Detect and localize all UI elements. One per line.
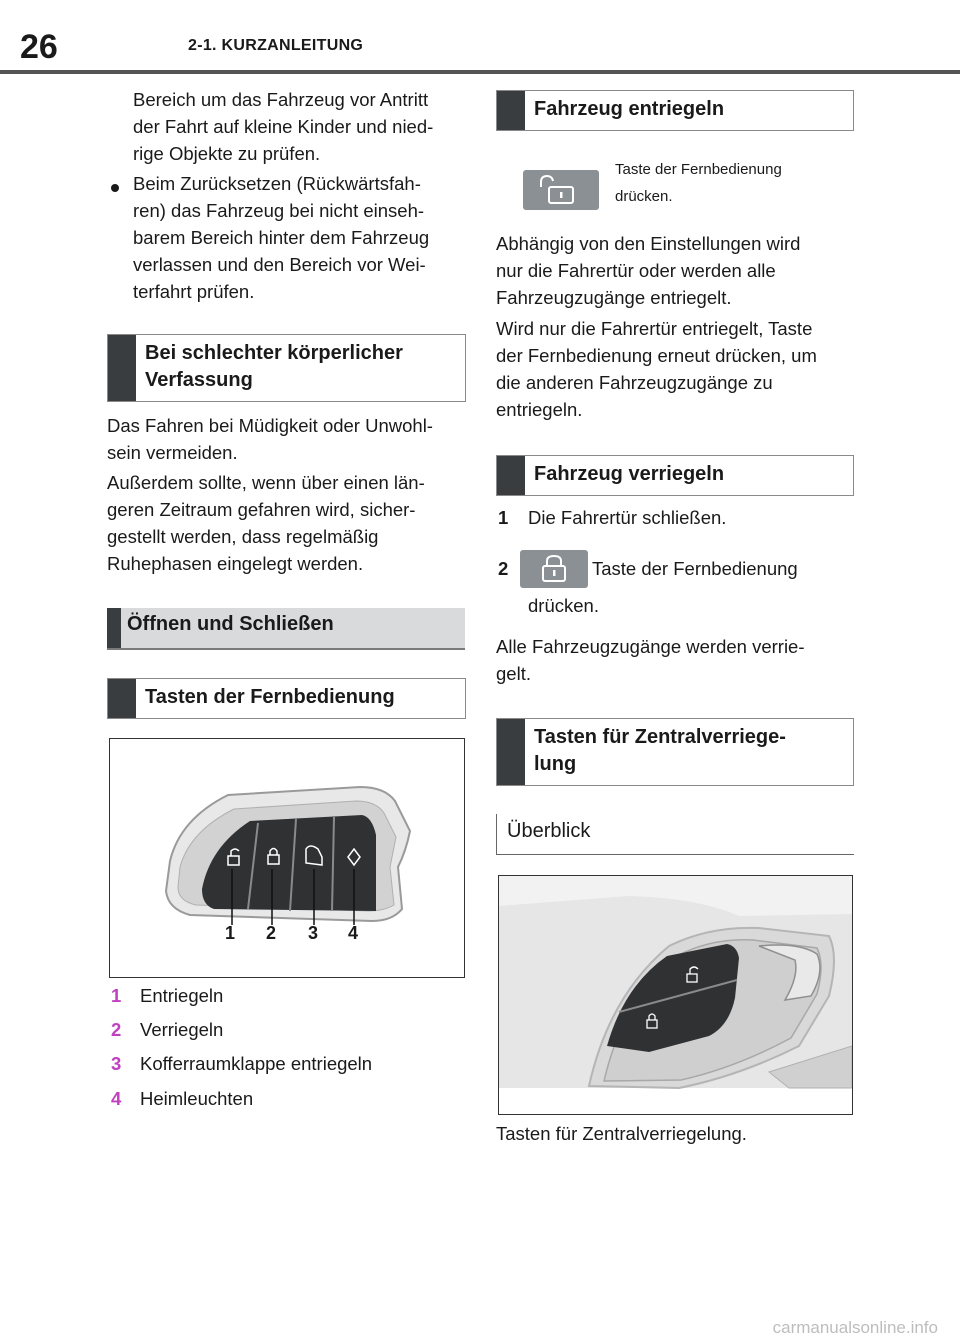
heading-unlock — [496, 90, 854, 131]
heading-buttons — [107, 678, 466, 719]
text-line: ren) das Fahrzeug bei nicht einseh- — [133, 200, 425, 221]
heading-text: Fahrzeug entriegeln — [534, 98, 725, 120]
text-line: drücken. — [615, 188, 673, 205]
section-heading — [107, 608, 465, 650]
text-line: Taste der Fernbedienung — [615, 161, 782, 178]
text-line: der Fahrt auf kleine Kinder und nied- — [133, 116, 434, 137]
heading-condition — [107, 334, 466, 402]
heading-lock — [496, 455, 854, 496]
step-number: 1 — [498, 507, 509, 528]
step-text: drücken. — [528, 595, 599, 616]
overview-underline — [496, 854, 854, 855]
text-line: Abhängig von den Einstellungen wird — [496, 233, 801, 254]
legend-label: Heimleuchten — [140, 1088, 254, 1109]
heading-text: Tasten für Zentralverriege- — [534, 726, 786, 748]
driver-paragraph — [496, 315, 856, 423]
breaks-paragraph — [107, 469, 467, 577]
text-line: gestellt werden, dass regelmäßig — [107, 526, 379, 547]
text-line: rige Objekte zu prüfen. — [133, 143, 321, 164]
heading-bar — [108, 679, 136, 718]
step-text: Die Fahrertür schließen. — [528, 507, 727, 528]
intro-paragraph — [133, 86, 463, 167]
overview-heading: Überblick — [507, 820, 591, 842]
legend-label: Kofferraumklappe entriegeln — [140, 1053, 373, 1074]
header-divider — [0, 70, 960, 74]
text-line: entriegeln. — [496, 399, 583, 420]
figure-callout: 4 — [348, 923, 359, 943]
central-locking-figure — [498, 875, 853, 1115]
lock-icon — [520, 550, 588, 588]
unlock-key-caption — [615, 156, 782, 210]
text-line: Das Fahren bei Müdigkeit oder Unwohl- — [107, 415, 433, 436]
text-line: Beim Zurücksetzen (Rückwärtsfah- — [133, 173, 421, 194]
lock-key-button — [520, 550, 588, 588]
door-panel-illustration — [499, 876, 852, 1114]
heading-central — [496, 718, 854, 786]
heading-text: lung — [534, 753, 577, 775]
locked-paragraph — [496, 633, 856, 687]
heading-bar — [108, 335, 136, 401]
text-line: gelt. — [496, 663, 531, 684]
text-line: Alle Fahrzeugzugänge werden verrie- — [496, 636, 805, 657]
text-line: Ruhephasen eingelegt werden. — [107, 553, 364, 574]
text-line: verlassen und den Bereich vor Wei- — [133, 254, 426, 275]
heading-bar — [497, 719, 525, 785]
watermark: carmanualsonline.info — [772, 1318, 938, 1337]
chapter-title: 2-1. KURZANLEITUNG — [188, 37, 364, 54]
text-line: die anderen Fahrzeugzugänge zu — [496, 372, 773, 393]
text-line: Wird nur die Fahrertür entriegelt, Taste — [496, 318, 813, 339]
unlock-icon — [523, 170, 599, 210]
legend-label: Entriegeln — [140, 985, 224, 1006]
unlock-key-button — [523, 170, 599, 210]
step-number: 2 — [498, 558, 509, 579]
settings-paragraph — [496, 230, 856, 311]
page-number: 26 — [20, 28, 58, 66]
text-line: Bereich um das Fahrzeug vor Antritt — [133, 89, 429, 110]
legend-number: 2 — [111, 1019, 122, 1040]
legend-number: 1 — [111, 985, 122, 1006]
text-line: nur die Fahrertür oder werden alle — [496, 260, 776, 281]
text-line: barem Bereich hinter dem Fahrzeug — [133, 227, 430, 248]
step-text: Taste der Fernbedienung — [592, 558, 798, 579]
text-line: der Fernbedienung erneut drücken, um — [496, 345, 817, 366]
heading-bar — [497, 91, 525, 130]
heading-bar — [107, 608, 121, 648]
figure-callout: 3 — [308, 923, 319, 943]
text-line: Fahrzeugzugänge entriegelt. — [496, 287, 732, 308]
bullet-dot — [111, 184, 119, 192]
figure-caption: Tasten für Zentralverriegelung. — [496, 1123, 747, 1144]
key-fob-figure — [109, 738, 465, 978]
text-line: geren Zeitraum gefahren wird, sicher- — [107, 499, 416, 520]
legend-label: Verriegeln — [140, 1019, 224, 1040]
legend-number: 4 — [111, 1088, 122, 1109]
text-line: terfahrt prüfen. — [133, 281, 255, 302]
heading-text: Fahrzeug verriegeln — [534, 463, 725, 485]
text-line: sein vermeiden. — [107, 442, 238, 463]
heading-text: Bei schlechter körperlicher — [145, 342, 403, 364]
heading-text: Verfassung — [145, 369, 253, 391]
section-title: Öffnen und Schließen — [127, 613, 334, 635]
text-line: Außerdem sollte, wenn über einen län- — [107, 472, 425, 493]
figure-callout: 1 — [225, 923, 236, 943]
heading-text: Tasten der Fernbedienung — [145, 686, 395, 708]
fatigue-paragraph — [107, 412, 467, 466]
key-fob-illustration — [110, 739, 464, 977]
overview-rule — [496, 814, 497, 854]
figure-callout: 2 — [266, 923, 277, 943]
bullet-paragraph — [133, 170, 463, 305]
heading-bar — [497, 456, 525, 495]
legend-number: 3 — [111, 1053, 122, 1074]
